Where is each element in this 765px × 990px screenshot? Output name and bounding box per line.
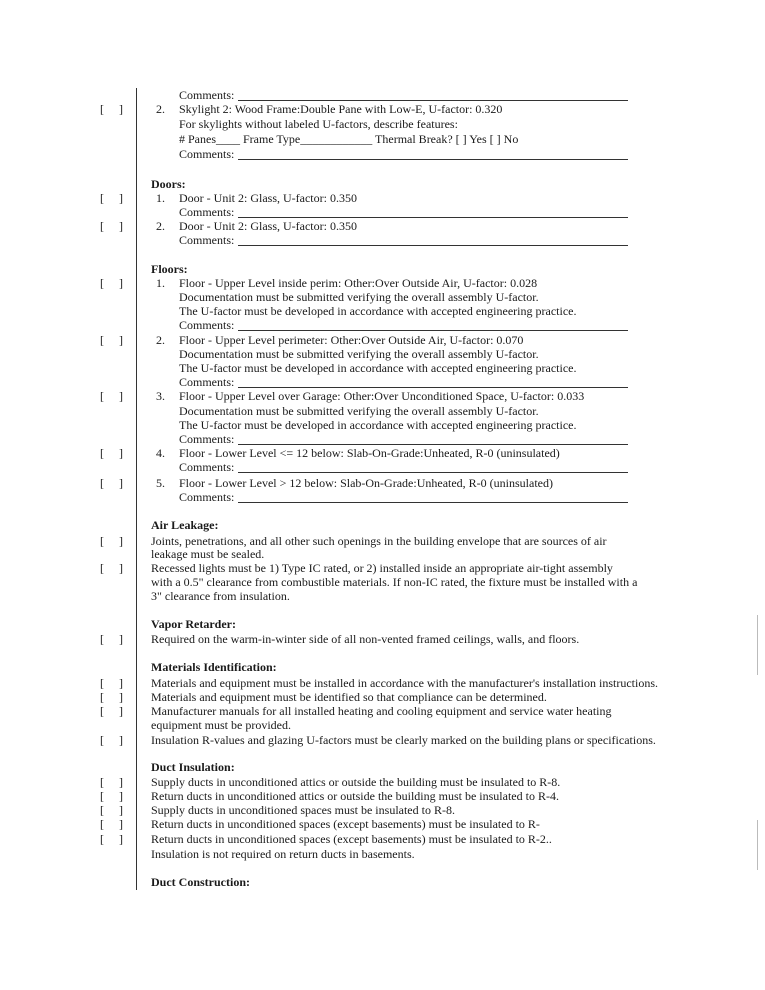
materials-item-2: Materials and equipment must be identified so that compliance can be determined.: [151, 690, 547, 704]
item-number: 2.: [156, 333, 165, 347]
floor-2-text: Floor - Upper Level perimeter: Other:Over Outside Air, U-factor: 0.070: [179, 333, 524, 347]
comment-line: [238, 330, 628, 331]
air-leakage-heading: Air Leakage:: [151, 518, 219, 532]
duct-construction-heading: Duct Construction:: [151, 875, 250, 889]
floor-eng-line: The U-factor must be developed in accordance with accepted engineering practice.: [179, 304, 577, 318]
checkbox[interactable]: [ ]: [100, 789, 123, 803]
floor-3-text: Floor - Upper Level over Garage: Other:Over Unconditioned Space, U-factor: 0.033: [179, 389, 585, 403]
air-leakage-item-2: Recessed lights must be 1) Type IC rated, or 2) installed inside an appropriate air-tight assembly: [151, 561, 613, 575]
checkbox[interactable]: [ ]: [100, 333, 123, 347]
comment-line: [238, 502, 628, 503]
item-number: 2.: [156, 102, 165, 116]
door-1-text: Door - Unit 2: Glass, U-factor: 0.350: [179, 191, 357, 205]
item-number: 3.: [156, 389, 165, 403]
floors-heading: Floors:: [151, 262, 188, 276]
duct-insulation-note: Insulation is not required on return ducts in basements.: [151, 847, 415, 861]
materials-item-3: equipment must be provided.: [151, 718, 291, 732]
checkbox[interactable]: [ ]: [100, 446, 123, 460]
checkbox[interactable]: [ ]: [100, 632, 123, 646]
floor-doc-line: Documentation must be submitted verifying the overall assembly U-factor.: [179, 290, 539, 304]
floor-doc-line: Documentation must be submitted verifying the overall assembly U-factor.: [179, 347, 539, 361]
air-leakage-item-2: 3" clearance from insulation.: [151, 589, 290, 603]
comment-line: [238, 472, 628, 473]
materials-heading: Materials Identification:: [151, 660, 277, 674]
floor-1-text: Floor - Upper Level inside perim: Other:Over Outside Air, U-factor: 0.028: [179, 276, 538, 290]
item-number: 4.: [156, 446, 165, 460]
vapor-retarder-heading: Vapor Retarder:: [151, 617, 236, 631]
door-2-text: Door - Unit 2: Glass, U-factor: 0.350: [179, 219, 357, 233]
checkbox[interactable]: [ ]: [100, 476, 123, 490]
air-leakage-item-1: Joints, penetrations, and all other such openings in the building envelope that are sources of air: [151, 534, 607, 548]
checkbox[interactable]: [ ]: [100, 817, 123, 831]
comment-label: Comments:: [179, 88, 235, 102]
air-leakage-item-2: with a 0.5" clearance from combustible materials. If non-IC rated, the fixture must be installed with a: [151, 575, 638, 589]
item-number: 1.: [156, 276, 165, 290]
air-leakage-item-1: leakage must be sealed.: [151, 547, 265, 561]
comment-line: [238, 100, 628, 101]
checkbox[interactable]: [ ]: [100, 389, 123, 403]
checkbox[interactable]: [ ]: [100, 561, 123, 575]
comment-label: Comments:: [179, 375, 235, 389]
comment-line: [238, 387, 628, 388]
doors-heading: Doors:: [151, 177, 186, 191]
comment-line: [238, 444, 628, 445]
comment-label: Comments:: [179, 205, 235, 219]
duct-insulation-heading: Duct Insulation:: [151, 760, 235, 774]
comment-label: Comments:: [179, 318, 235, 332]
materials-item-1: Materials and equipment must be installed in accordance with the manufacturer's installation instructions.: [151, 676, 659, 690]
checkbox[interactable]: [ ]: [100, 191, 123, 205]
item-number: 5.: [156, 476, 165, 490]
checkbox[interactable]: [ ]: [100, 102, 123, 116]
checkbox[interactable]: [ ]: [100, 676, 123, 690]
comment-label: Comments:: [179, 147, 235, 161]
checkbox[interactable]: [ ]: [100, 219, 123, 233]
scan-edge: [757, 820, 758, 870]
duct-insulation-item: Supply ducts in unconditioned spaces must be insulated to R-8.: [151, 803, 455, 817]
skylight-note: For skylights without labeled U-factors, describe features:: [179, 117, 458, 131]
item-number: 2.: [156, 219, 165, 233]
floor-eng-line: The U-factor must be developed in accordance with accepted engineering practice.: [179, 361, 577, 375]
comment-label: Comments:: [179, 490, 235, 504]
duct-insulation-item: Return ducts in unconditioned attics or outside the building must be insulated to R-4.: [151, 789, 559, 803]
floor-4-text: Floor - Lower Level <= 12 below: Slab-On-Grade:Unheated, R-0 (uninsulated): [179, 446, 560, 460]
duct-insulation-item: Return ducts in unconditioned spaces (except basements) must be insulated to R-: [151, 817, 540, 831]
checkbox[interactable]: [ ]: [100, 733, 123, 747]
checkbox[interactable]: [ ]: [100, 690, 123, 704]
comment-line: [238, 217, 628, 218]
floor-5-text: Floor - Lower Level > 12 below: Slab-On-Grade:Unheated, R-0 (uninsulated): [179, 476, 553, 490]
checkbox[interactable]: [ ]: [100, 803, 123, 817]
duct-insulation-item: Return ducts in unconditioned spaces (except basements) must be insulated to R-2..: [151, 832, 552, 846]
vapor-retarder-item-1: Required on the warm-in-winter side of all non-vented framed ceilings, walls, and floors.: [151, 632, 580, 646]
comment-line: [238, 159, 628, 160]
comment-label: Comments:: [179, 432, 235, 446]
comment-label: Comments:: [179, 460, 235, 474]
floor-eng-line: The U-factor must be developed in accordance with accepted engineering practice.: [179, 418, 577, 432]
floor-doc-line: Documentation must be submitted verifying the overall assembly U-factor.: [179, 404, 539, 418]
materials-item-4: Insulation R-values and glazing U-factors must be clearly marked on the building plans or specifications.: [151, 733, 656, 747]
checkbox[interactable]: [ ]: [100, 534, 123, 548]
item-number: 1.: [156, 191, 165, 205]
duct-insulation-item: Supply ducts in unconditioned attics or outside the building must be insulated to R-8.: [151, 775, 561, 789]
comment-line: [238, 245, 628, 246]
left-rule: [136, 88, 137, 890]
comment-label: Comments:: [179, 233, 235, 247]
checkbox[interactable]: [ ]: [100, 832, 123, 846]
skylight-panes-line[interactable]: # Panes____ Frame Type____________ Thermal Break? [ ] Yes [ ] No: [179, 132, 519, 146]
checkbox[interactable]: [ ]: [100, 276, 123, 290]
checkbox[interactable]: [ ]: [100, 704, 123, 718]
scan-edge: [757, 615, 758, 675]
checkbox[interactable]: [ ]: [100, 775, 123, 789]
skylight-2-text: Skylight 2: Wood Frame:Double Pane with Low-E, U-factor: 0.320: [179, 102, 503, 116]
materials-item-3: Manufacturer manuals for all installed heating and cooling equipment and service water heating: [151, 704, 612, 718]
